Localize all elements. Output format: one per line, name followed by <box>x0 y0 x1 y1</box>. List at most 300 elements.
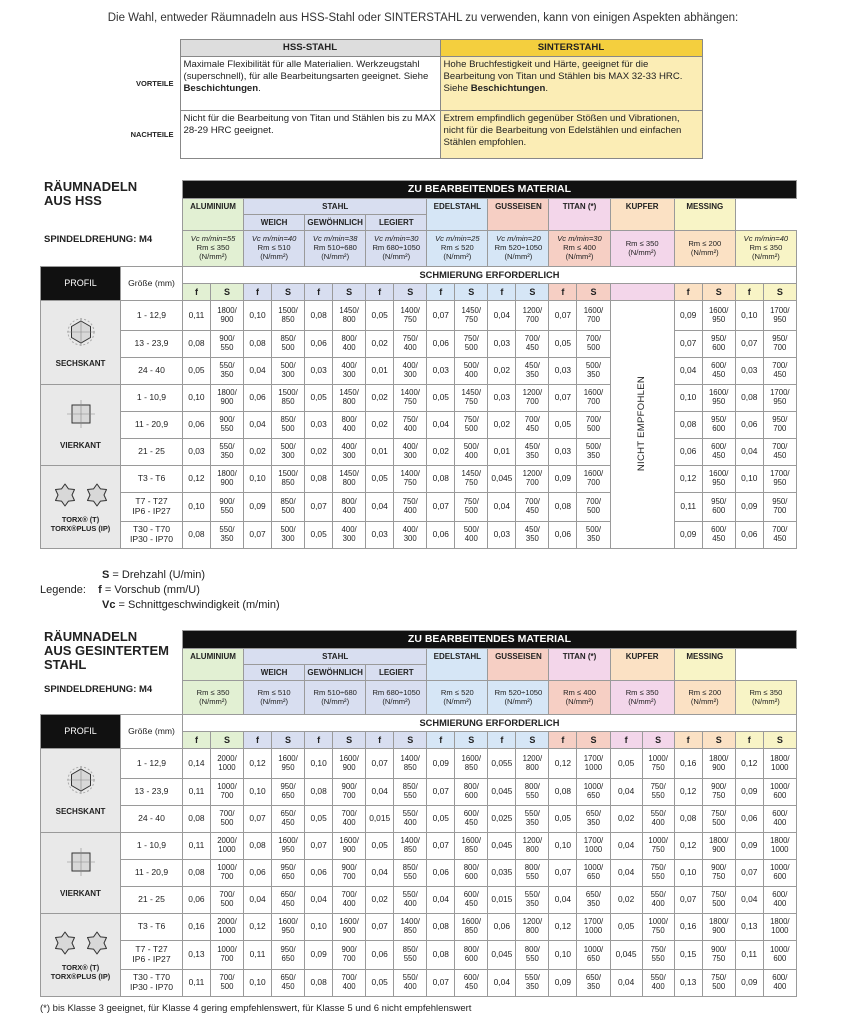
material-spec: Rm ≤ 350 (N/mm²) <box>610 231 674 267</box>
value-cell: 0,08 <box>183 522 211 549</box>
f-header: f <box>549 284 577 301</box>
group-5: KUPFER <box>610 199 674 231</box>
value-cell: 0,08 <box>305 779 333 806</box>
value-cell: 700/ 500 <box>577 493 610 522</box>
value-cell: 0,04 <box>610 970 642 997</box>
value-cell: 1000/ 650 <box>577 779 610 806</box>
value-cell: 1400/ 750 <box>394 301 427 331</box>
value-cell: 0,06 <box>674 439 702 466</box>
value-cell: 0,13 <box>183 941 211 970</box>
value-cell: 700/ 450 <box>516 412 549 439</box>
value-cell: 700/ 450 <box>763 522 796 549</box>
value-cell: 0,04 <box>735 439 763 466</box>
value-cell: 0,05 <box>549 331 577 358</box>
value-cell: 1500/ 850 <box>271 385 304 412</box>
value-cell: 1000/ 700 <box>210 860 243 887</box>
value-cell: 0,03 <box>488 385 516 412</box>
value-cell: 1200/ 700 <box>516 385 549 412</box>
value-cell: 0,16 <box>674 914 702 941</box>
value-cell: 900/ 700 <box>333 860 366 887</box>
value-cell: 800/ 550 <box>516 941 549 970</box>
value-cell: 0,07 <box>674 331 702 358</box>
value-cell: 0,04 <box>244 887 272 914</box>
material-spec: Rm 520÷1050 (N/mm²) <box>488 681 549 715</box>
value-cell: 400/ 300 <box>394 439 427 466</box>
value-cell: 0,07 <box>244 522 272 549</box>
value-cell: 0,07 <box>305 493 333 522</box>
value-cell: 0,03 <box>305 412 333 439</box>
value-cell: 0,06 <box>183 887 211 914</box>
value-cell: 500/ 350 <box>577 439 610 466</box>
beschichtungen-link[interactable]: Beschichtungen <box>470 82 546 94</box>
value-cell: 0,10 <box>183 385 211 412</box>
value-cell: 0,04 <box>366 779 394 806</box>
value-cell: 0,04 <box>488 493 516 522</box>
value-cell: 0,03 <box>488 522 516 549</box>
value-cell: 0,05 <box>366 833 394 860</box>
value-cell: 0,07 <box>549 301 577 331</box>
value-cell: 1700/ 1000 <box>577 833 610 860</box>
value-cell: 600/ 450 <box>702 358 735 385</box>
value-cell: 1000/ 750 <box>642 749 674 779</box>
value-cell: 950/ 650 <box>271 941 304 970</box>
value-cell: 700/ 500 <box>210 887 243 914</box>
value-cell: 0,12 <box>674 833 702 860</box>
value-cell: 0,04 <box>366 860 394 887</box>
value-cell: 0,04 <box>427 412 455 439</box>
value-cell: 800/ 550 <box>516 860 549 887</box>
value-cell: 0,05 <box>610 914 642 941</box>
value-cell: 1400/ 850 <box>394 749 427 779</box>
value-cell: 0,09 <box>674 301 702 331</box>
steel-sub-1: GEWÖHNLICH <box>305 215 366 231</box>
size-cell: 11 - 20,9 <box>121 860 183 887</box>
value-cell: 1600/ 950 <box>271 749 304 779</box>
value-cell: 0,01 <box>488 439 516 466</box>
value-cell: 700/ 500 <box>577 412 610 439</box>
value-cell: 0,04 <box>674 358 702 385</box>
group-2: EDELSTAHL <box>427 199 488 231</box>
value-cell: 750/ 550 <box>642 779 674 806</box>
value-cell: 0,07 <box>735 331 763 358</box>
value-cell: 0,04 <box>427 887 455 914</box>
value-cell: 0,12 <box>674 466 702 493</box>
parameter-table <box>40 630 797 997</box>
size-cell: T7 - T27 IP6 - IP27 <box>121 941 183 970</box>
value-cell: 0,08 <box>183 860 211 887</box>
value-cell: 1800/ 900 <box>210 466 243 493</box>
group-4: TITAN (*) <box>549 199 610 231</box>
profile-cell: SECHSKANT <box>41 749 121 833</box>
f-header: f <box>427 732 455 749</box>
comparison-table <box>120 39 703 159</box>
value-cell: 1200/ 700 <box>516 301 549 331</box>
value-cell: 0,02 <box>366 385 394 412</box>
sinter-nachteile: Extrem empfindlich gegenüber Stößen und Vibrationen, nicht für die Bearbeitung von Edelstählen und einfachen Stählen empfohlen. <box>440 110 702 158</box>
value-cell: 0,12 <box>735 749 763 779</box>
torx-icon <box>49 928 113 958</box>
value-cell: 0,10 <box>674 385 702 412</box>
value-cell: 900/ 550 <box>210 493 243 522</box>
f-header: f <box>366 732 394 749</box>
value-cell: 2000/ 1000 <box>210 914 243 941</box>
legend: S = Drehzahl (U/min) Legende: f = Vorschub (mm/U) Vc = Schnittgeschwindigkeit (m/min) <box>40 569 280 611</box>
value-cell: 650/ 350 <box>577 887 610 914</box>
value-cell: 1800/ 900 <box>702 914 735 941</box>
value-cell: 1200/ 800 <box>516 749 549 779</box>
material-spec: Vc m/min=30 Rm ≤ 400 (N/mm²) <box>549 231 610 267</box>
value-cell: 850/ 500 <box>271 412 304 439</box>
s-header: S <box>333 284 366 301</box>
value-cell: 1700/ 1000 <box>577 914 610 941</box>
value-cell: 0,07 <box>427 301 455 331</box>
value-cell: 0,05 <box>366 466 394 493</box>
value-cell: 0,03 <box>366 522 394 549</box>
value-cell: 950/ 700 <box>763 412 796 439</box>
value-cell: 950/ 650 <box>271 860 304 887</box>
value-cell: 0,08 <box>427 914 455 941</box>
value-cell: 0,09 <box>549 970 577 997</box>
value-cell: 0,05 <box>366 301 394 331</box>
value-cell: 0,06 <box>183 412 211 439</box>
s-header: S <box>394 284 427 301</box>
value-cell: 0,07 <box>244 806 272 833</box>
value-cell: 2000/ 1000 <box>210 833 243 860</box>
value-cell: 0,05 <box>183 358 211 385</box>
s-header: S <box>333 732 366 749</box>
value-cell: 0,08 <box>305 970 333 997</box>
size-cell: 13 - 23,9 <box>121 331 183 358</box>
value-cell: 0,06 <box>244 385 272 412</box>
value-cell: 0,03 <box>427 358 455 385</box>
value-cell: 1800/ 900 <box>210 301 243 331</box>
s-header: S <box>702 284 735 301</box>
f-header: f <box>488 284 516 301</box>
value-cell: 1600/ 700 <box>577 301 610 331</box>
value-cell: 1450/ 800 <box>333 385 366 412</box>
material-spec: Rm ≤ 200 (N/mm²) <box>674 231 735 267</box>
value-cell: 0,05 <box>549 806 577 833</box>
value-cell: 1000/ 750 <box>642 833 674 860</box>
value-cell: 0,05 <box>610 749 642 779</box>
value-cell: 0,06 <box>305 331 333 358</box>
value-cell: 900/ 550 <box>210 412 243 439</box>
value-cell: 750/ 500 <box>702 887 735 914</box>
value-cell: 1600/ 950 <box>702 301 735 331</box>
value-cell: 1500/ 850 <box>271 301 304 331</box>
torx-icon <box>49 480 113 510</box>
value-cell: 0,11 <box>674 493 702 522</box>
value-cell: 0,05 <box>305 522 333 549</box>
value-cell: 0,10 <box>244 466 272 493</box>
f-header: f <box>305 284 333 301</box>
value-cell: 0,08 <box>674 412 702 439</box>
value-cell: 800/ 400 <box>333 412 366 439</box>
group-4: TITAN (*) <box>549 649 610 681</box>
size-cell: T3 - T6 <box>121 466 183 493</box>
value-cell: 850/ 550 <box>394 941 427 970</box>
value-cell: 0,07 <box>735 860 763 887</box>
s-header: S <box>577 732 610 749</box>
value-cell: 0,025 <box>488 806 516 833</box>
value-cell: 550/ 400 <box>642 970 674 997</box>
value-cell: 0,045 <box>488 779 516 806</box>
value-cell: 0,045 <box>488 833 516 860</box>
value-cell: 0,06 <box>244 860 272 887</box>
s-header: S <box>763 284 796 301</box>
s-header: S <box>271 732 304 749</box>
material-spec: Rm ≤ 400 (N/mm²) <box>549 681 610 715</box>
value-cell: 0,04 <box>244 358 272 385</box>
value-cell: 400/ 300 <box>333 439 366 466</box>
value-cell: 850/ 500 <box>271 493 304 522</box>
value-cell: 0,12 <box>244 749 272 779</box>
value-cell: 0,10 <box>244 779 272 806</box>
value-cell: 0,08 <box>244 331 272 358</box>
value-cell: 1700/ 950 <box>763 466 796 493</box>
square-icon <box>66 847 96 877</box>
size-cell: T30 - T70 IP30 - IP70 <box>121 970 183 997</box>
value-cell: 1450/ 750 <box>455 385 488 412</box>
profile-cell: VIERKANT <box>41 833 121 914</box>
value-cell: 900/ 750 <box>702 860 735 887</box>
value-cell: 0,01 <box>366 439 394 466</box>
s-header: S <box>394 732 427 749</box>
value-cell: 0,06 <box>549 522 577 549</box>
value-cell: 0,08 <box>735 385 763 412</box>
value-cell: 0,02 <box>610 806 642 833</box>
value-cell: 950/ 650 <box>271 779 304 806</box>
value-cell: 0,08 <box>427 466 455 493</box>
group-aluminium: ALUMINIUM <box>183 649 244 681</box>
value-cell: 0,02 <box>366 887 394 914</box>
value-cell: 750/ 500 <box>702 970 735 997</box>
size-cell: 11 - 20,9 <box>121 412 183 439</box>
nicht-empfohlen: NICHT EMPFOHLEN <box>610 301 674 549</box>
f-header: f <box>427 284 455 301</box>
f-header: f <box>488 732 516 749</box>
groesse-header: Größe (mm) <box>121 267 183 301</box>
f-header: f <box>244 732 272 749</box>
value-cell: 500/ 300 <box>271 358 304 385</box>
value-cell: 1200/ 800 <box>516 914 549 941</box>
value-cell: 0,07 <box>427 970 455 997</box>
steel-sub-0: WEICH <box>244 215 305 231</box>
value-cell: 0,04 <box>488 301 516 331</box>
value-cell: 0,12 <box>674 779 702 806</box>
value-cell: 1400/ 750 <box>394 466 427 493</box>
value-cell: 0,03 <box>305 358 333 385</box>
size-cell: 1 - 12,9 <box>121 301 183 331</box>
value-cell: 500/ 300 <box>271 522 304 549</box>
value-cell: 700/ 500 <box>210 806 243 833</box>
material-header: ZU BEARBEITENDES MATERIAL <box>183 631 797 649</box>
value-cell: 450/ 350 <box>516 358 549 385</box>
size-cell: T7 - T27 IP6 - IP27 <box>121 493 183 522</box>
value-cell: 450/ 350 <box>516 439 549 466</box>
value-cell: 0,16 <box>183 914 211 941</box>
size-cell: T3 - T6 <box>121 914 183 941</box>
group-5: KUPFER <box>610 649 674 681</box>
groesse-header: Größe (mm) <box>121 715 183 749</box>
value-cell: 700/ 500 <box>577 331 610 358</box>
value-cell: 750/ 400 <box>394 331 427 358</box>
value-cell: 900/ 750 <box>702 779 735 806</box>
value-cell: 0,04 <box>610 833 642 860</box>
value-cell: 0,03 <box>488 331 516 358</box>
section-title: RÄUMNADELN AUS HSS <box>44 179 138 208</box>
value-cell: 550/ 400 <box>642 887 674 914</box>
value-cell: 800/ 400 <box>333 331 366 358</box>
f-header: f <box>183 284 211 301</box>
value-cell: 600/ 400 <box>763 887 796 914</box>
value-cell: 0,02 <box>366 331 394 358</box>
value-cell: 0,015 <box>366 806 394 833</box>
value-cell: 0,04 <box>735 887 763 914</box>
value-cell: 0,10 <box>183 493 211 522</box>
value-cell: 0,12 <box>549 914 577 941</box>
group-stahl: STAHL <box>244 199 427 215</box>
steel-sub-0: WEICH <box>244 665 305 681</box>
value-cell: 600/ 450 <box>455 806 488 833</box>
material-spec: Vc m/min=30 Rm 680÷1050 (N/mm²) <box>366 231 427 267</box>
value-cell: 0,05 <box>305 806 333 833</box>
value-cell: 0,04 <box>244 412 272 439</box>
value-cell: 600/ 400 <box>763 806 796 833</box>
value-cell: 1600/ 900 <box>333 749 366 779</box>
profile-cell: TORX® (T) TORX®PLUS (IP) <box>41 466 121 549</box>
value-cell: 1500/ 850 <box>271 466 304 493</box>
value-cell: 900/ 700 <box>333 779 366 806</box>
size-cell: 24 - 40 <box>121 358 183 385</box>
s-header: S <box>516 284 549 301</box>
value-cell: 950/ 700 <box>763 493 796 522</box>
steel-sub-2: LEGIERT <box>366 215 427 231</box>
value-cell: 0,08 <box>183 331 211 358</box>
value-cell: 750/ 500 <box>702 806 735 833</box>
hexagon-icon <box>66 765 96 795</box>
value-cell: 1800/ 1000 <box>763 749 796 779</box>
size-cell: 13 - 23,9 <box>121 779 183 806</box>
f-header: f <box>674 732 702 749</box>
value-cell: 500/ 400 <box>455 439 488 466</box>
value-cell: 0,07 <box>549 385 577 412</box>
value-cell: 0,04 <box>549 887 577 914</box>
group-aluminium: ALUMINIUM <box>183 199 244 231</box>
f-header: f <box>183 732 211 749</box>
value-cell: 950/ 700 <box>763 331 796 358</box>
f-header: f <box>735 732 763 749</box>
value-cell: 1000/ 700 <box>210 941 243 970</box>
f-header: f <box>610 732 642 749</box>
value-cell: 700/ 450 <box>516 493 549 522</box>
value-cell: 0,045 <box>488 941 516 970</box>
value-cell: 0,035 <box>488 860 516 887</box>
value-cell: 600/ 450 <box>702 522 735 549</box>
value-cell: 500/ 350 <box>577 522 610 549</box>
value-cell: 0,07 <box>549 860 577 887</box>
s-header: S <box>271 284 304 301</box>
value-cell: 0,06 <box>427 860 455 887</box>
material-spec: Rm ≤ 200 (N/mm²) <box>674 681 735 715</box>
value-cell: 1600/ 850 <box>455 749 488 779</box>
value-cell: 0,07 <box>674 887 702 914</box>
value-cell: 0,03 <box>549 439 577 466</box>
value-cell: 0,03 <box>183 439 211 466</box>
value-cell: 1450/ 800 <box>333 301 366 331</box>
value-cell: 0,07 <box>427 779 455 806</box>
value-cell: 1700/ 1000 <box>577 749 610 779</box>
value-cell: 500/ 350 <box>577 358 610 385</box>
schmierung-header: SCHMIERUNG ERFORDERLICH <box>183 715 797 732</box>
square-icon <box>66 399 96 429</box>
schmierung-header: SCHMIERUNG ERFORDERLICH <box>183 267 797 284</box>
value-cell: 0,10 <box>244 301 272 331</box>
value-cell: 0,02 <box>244 439 272 466</box>
value-cell: 650/ 450 <box>271 806 304 833</box>
value-cell: 0,07 <box>427 833 455 860</box>
value-cell: 1800/ 900 <box>702 833 735 860</box>
hexagon-icon <box>66 317 96 347</box>
value-cell: 550/ 400 <box>642 806 674 833</box>
value-cell: 0,11 <box>735 941 763 970</box>
value-cell: 0,11 <box>183 301 211 331</box>
value-cell: 550/ 350 <box>516 887 549 914</box>
group-3: GUSSEISEN <box>488 199 549 231</box>
value-cell: 0,07 <box>427 493 455 522</box>
value-cell: 0,02 <box>610 887 642 914</box>
s-header: S <box>455 284 488 301</box>
value-cell: 1600/ 700 <box>577 385 610 412</box>
value-cell: 850/ 550 <box>394 860 427 887</box>
value-cell: 0,09 <box>735 779 763 806</box>
value-cell: 0,10 <box>244 970 272 997</box>
value-cell: 0,08 <box>244 833 272 860</box>
row-label-vorteile: VORTEILE <box>135 78 174 88</box>
profile-cell: SECHSKANT <box>41 301 121 385</box>
value-cell: 0,11 <box>183 833 211 860</box>
value-cell: 0,09 <box>244 493 272 522</box>
value-cell: 400/ 300 <box>394 358 427 385</box>
value-cell: 550/ 350 <box>210 439 243 466</box>
value-cell: 0,10 <box>305 914 333 941</box>
value-cell: 900/ 700 <box>333 941 366 970</box>
value-cell: 600/ 400 <box>763 970 796 997</box>
value-cell: 0,13 <box>674 970 702 997</box>
value-cell: 0,03 <box>549 358 577 385</box>
value-cell: 700/ 450 <box>763 358 796 385</box>
size-cell: 24 - 40 <box>121 806 183 833</box>
material-spec: Vc m/min=38 Rm 510÷680 (N/mm²) <box>305 231 366 267</box>
value-cell: 650/ 450 <box>271 970 304 997</box>
beschichtungen-link[interactable]: Beschichtungen <box>183 82 259 94</box>
material-header: ZU BEARBEITENDES MATERIAL <box>183 181 797 199</box>
value-cell: 0,05 <box>549 412 577 439</box>
value-cell: 2000/ 1000 <box>210 749 243 779</box>
value-cell: 850/ 500 <box>271 331 304 358</box>
value-cell: 0,05 <box>366 970 394 997</box>
value-cell: 1450/ 800 <box>333 466 366 493</box>
value-cell: 0,055 <box>488 749 516 779</box>
value-cell: 0,08 <box>305 301 333 331</box>
value-cell: 0,12 <box>183 466 211 493</box>
value-cell: 0,04 <box>610 779 642 806</box>
s-header: S <box>763 732 796 749</box>
material-spec: Rm ≤ 350 (N/mm²) <box>735 681 796 715</box>
value-cell: 0,10 <box>549 833 577 860</box>
profil-header: PROFIL <box>41 715 121 749</box>
value-cell: 1200/ 700 <box>516 466 549 493</box>
